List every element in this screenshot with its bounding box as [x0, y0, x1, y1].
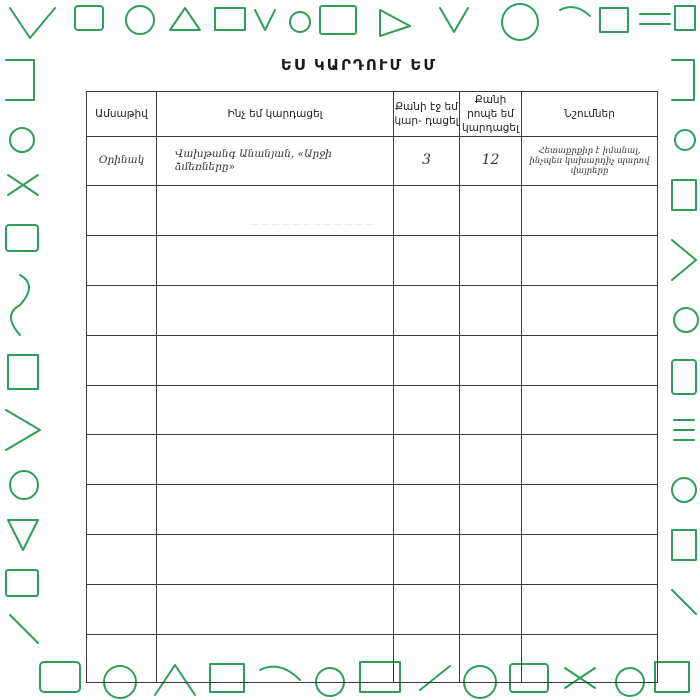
table-cell[interactable]	[157, 385, 394, 435]
example-row	[87, 137, 658, 186]
table-cell[interactable]	[87, 485, 157, 535]
table-cell[interactable]	[394, 435, 460, 485]
table-cell[interactable]	[394, 235, 460, 285]
table-cell[interactable]	[394, 185, 460, 235]
table-row	[87, 485, 658, 535]
table-cell[interactable]	[522, 585, 658, 635]
table-row	[87, 435, 658, 485]
table-cell[interactable]	[157, 235, 394, 285]
reading-log-table	[86, 91, 658, 683]
reading-log-page	[50, 44, 668, 656]
table-cell[interactable]	[460, 485, 522, 535]
table-cell[interactable]	[394, 585, 460, 635]
header-date: Ամսաթիվ	[87, 92, 157, 137]
table-cell[interactable]	[394, 635, 460, 683]
table-cell[interactable]	[87, 185, 157, 235]
table-cell[interactable]	[460, 335, 522, 385]
table-cell[interactable]	[87, 585, 157, 635]
table-cell[interactable]	[87, 285, 157, 335]
table-cell[interactable]	[522, 385, 658, 435]
table-cell[interactable]	[522, 485, 658, 535]
example-minutes: 12	[460, 137, 522, 186]
table-cell[interactable]	[522, 435, 658, 485]
table-cell[interactable]	[394, 385, 460, 435]
table-cell[interactable]	[87, 335, 157, 385]
table-cell[interactable]	[394, 335, 460, 385]
table-cell[interactable]	[157, 485, 394, 535]
table-cell[interactable]	[460, 635, 522, 683]
table-cell[interactable]	[522, 535, 658, 585]
table-cell[interactable]	[157, 185, 394, 235]
bleed-through-text: — — — — — — — — — — — —	[250, 220, 374, 229]
table-cell[interactable]	[522, 335, 658, 385]
table-cell[interactable]	[394, 285, 460, 335]
table-cell[interactable]	[157, 435, 394, 485]
table-cell[interactable]	[157, 285, 394, 335]
table-cell[interactable]	[157, 335, 394, 385]
header-pages: Քանի էջ եմ կար- դացել	[394, 92, 460, 137]
table-cell[interactable]	[460, 385, 522, 435]
table-cell[interactable]	[87, 385, 157, 435]
table-row	[87, 285, 658, 335]
example-date: Օրինակ	[87, 137, 157, 186]
table-cell[interactable]	[87, 535, 157, 585]
example-notes: Հետաքրքիր է իմանալ, ինչպես կախարդիչ պարով վայրերը	[522, 137, 658, 186]
table-cell[interactable]	[522, 185, 658, 235]
table-header-row	[87, 92, 658, 137]
table-row	[87, 385, 658, 435]
header-what-read: Ինչ եմ կարդացել	[157, 92, 394, 137]
table-cell[interactable]	[394, 535, 460, 585]
table-row	[87, 585, 658, 635]
example-what-read: Վախթանգ Անանյան, «Արջի ձմեռները»	[157, 137, 394, 186]
table-cell[interactable]	[394, 485, 460, 535]
table-cell[interactable]	[460, 285, 522, 335]
example-pages: 3	[394, 137, 460, 186]
table-cell[interactable]	[87, 235, 157, 285]
table-cell[interactable]	[460, 535, 522, 585]
table-cell[interactable]	[460, 235, 522, 285]
table-cell[interactable]	[157, 535, 394, 585]
table-cell[interactable]	[157, 585, 394, 635]
table-cell[interactable]	[522, 285, 658, 335]
page-title: ԵՍ ԿԱՐԴՈՒՄ ԵՄ	[280, 56, 438, 74]
table-cell[interactable]	[87, 435, 157, 485]
table-row	[87, 185, 658, 235]
table-row	[87, 535, 658, 585]
table-cell[interactable]	[460, 185, 522, 235]
table-cell[interactable]	[87, 635, 157, 683]
table-row	[87, 235, 658, 285]
table-cell[interactable]	[460, 585, 522, 635]
table-row	[87, 635, 658, 683]
header-minutes: Քանի րոպե եմ կարդացել	[460, 92, 522, 137]
table-cell[interactable]	[522, 235, 658, 285]
table-row	[87, 335, 658, 385]
table-cell[interactable]	[522, 635, 658, 683]
table-cell[interactable]	[460, 435, 522, 485]
table-cell[interactable]	[157, 635, 394, 683]
header-notes: Նշումներ	[522, 92, 658, 137]
